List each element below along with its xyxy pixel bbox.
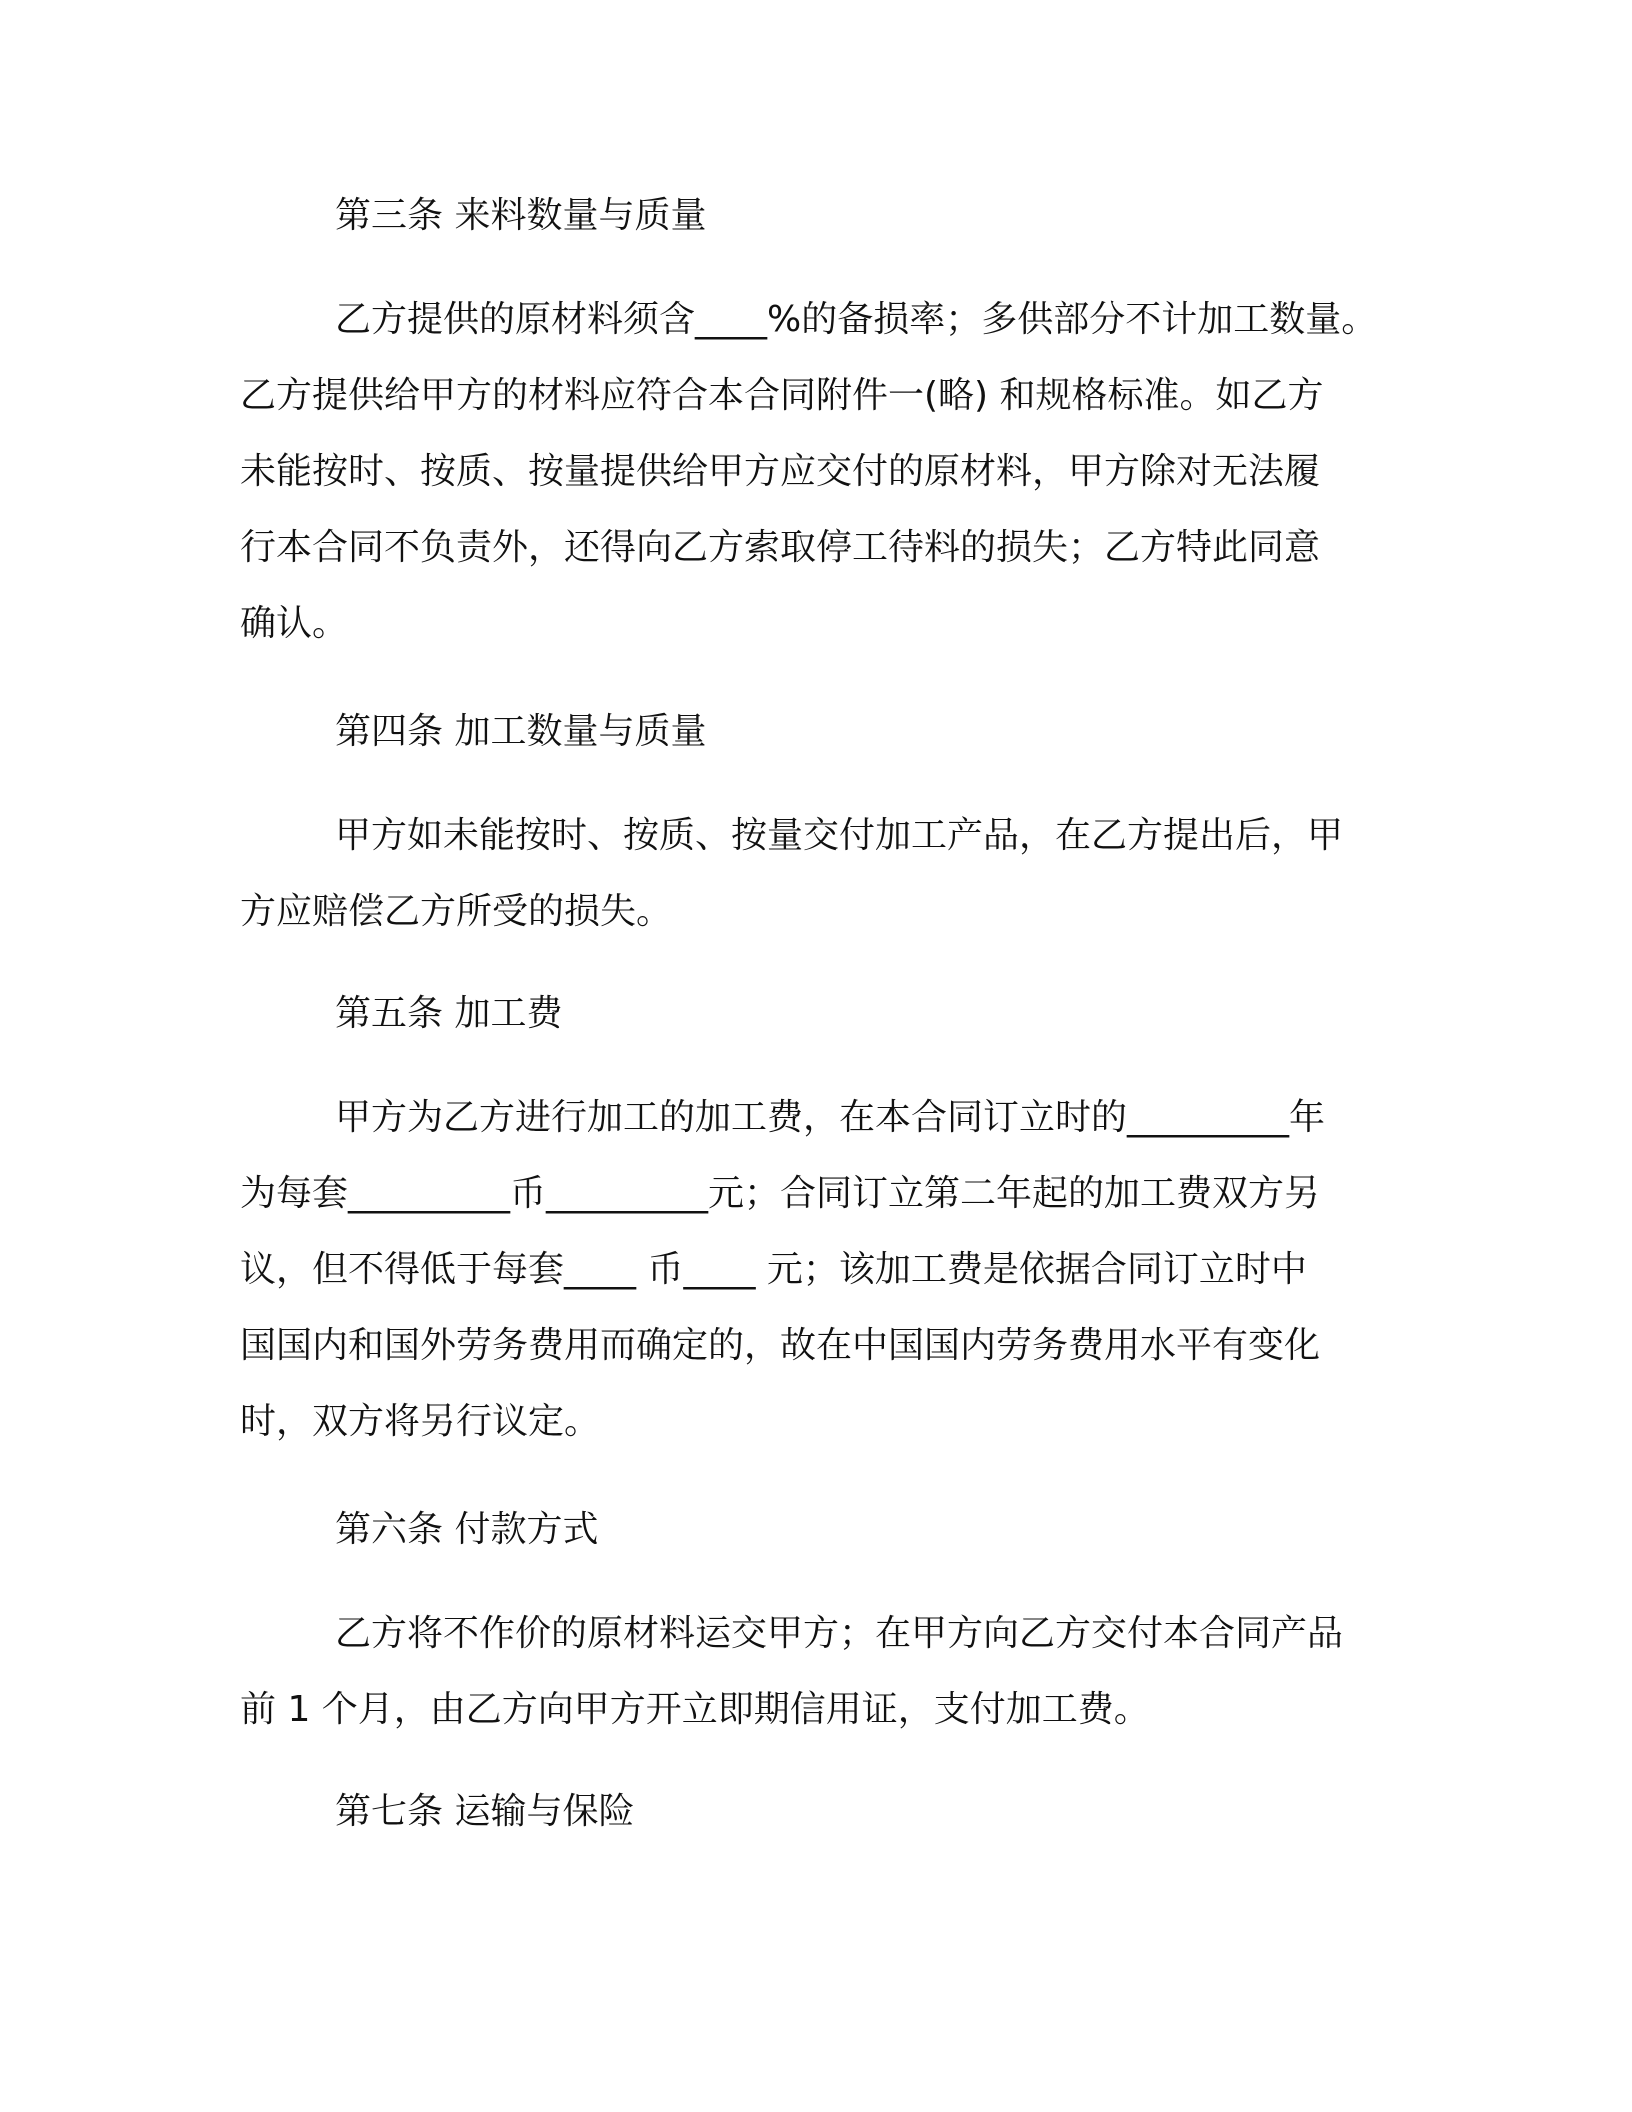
paragraph-line: 甲方为乙方进行加工的加工费，在本合同订立时的_________年 xyxy=(335,1097,1326,1138)
paragraph-line: 时，双方将另行议定。 xyxy=(240,1401,601,1442)
article-5-heading: 第五条 加工费 xyxy=(335,993,563,1034)
paragraph-line: 前 1 个月，由乙方向甲方开立即期信用证，支付加工费。 xyxy=(240,1689,1150,1730)
paragraph-line: 行本合同不负责外，还得向乙方索取停工待料的损失；乙方特此同意 xyxy=(240,527,1321,568)
paragraph-line: 确认。 xyxy=(240,603,349,644)
paragraph-line: 国国内和国外劳务费用而确定的，故在中国国内劳务费用水平有变化 xyxy=(240,1325,1321,1366)
paragraph-line: 为每套_________币_________元；合同订立第二年起的加工费双方另 xyxy=(240,1173,1321,1214)
article-3-heading: 第三条 来料数量与质量 xyxy=(335,195,707,236)
paragraph-line: 甲方如未能按时、按质、按量交付加工产品，在乙方提出后，甲 xyxy=(335,815,1344,856)
paragraph-line: 乙方提供给甲方的材料应符合本合同附件一(略) 和规格标准。如乙方 xyxy=(240,375,1324,416)
article-6-body xyxy=(240,1596,1390,1748)
paragraph-line: 方应赔偿乙方所受的损失。 xyxy=(240,891,673,932)
paragraph-line: 乙方提供的原材料须含____%的备损率；多供部分不计加工数量。 xyxy=(335,299,1378,340)
article-5-body xyxy=(240,1080,1390,1460)
article-7-heading: 第七条 运输与保险 xyxy=(335,1791,635,1832)
paragraph-line: 乙方将不作价的原材料运交甲方；在甲方向乙方交付本合同产品 xyxy=(335,1613,1344,1654)
paragraph-line: 未能按时、按质、按量提供给甲方应交付的原材料，甲方除对无法履 xyxy=(240,451,1321,492)
article-4-body xyxy=(240,798,1390,950)
article-3-body xyxy=(240,282,1390,662)
article-6-heading: 第六条 付款方式 xyxy=(335,1509,599,1550)
article-4-heading: 第四条 加工数量与质量 xyxy=(335,711,707,752)
paragraph-line: 议，但不得低于每套____ 币____ 元；该加工费是依据合同订立时中 xyxy=(240,1249,1307,1290)
